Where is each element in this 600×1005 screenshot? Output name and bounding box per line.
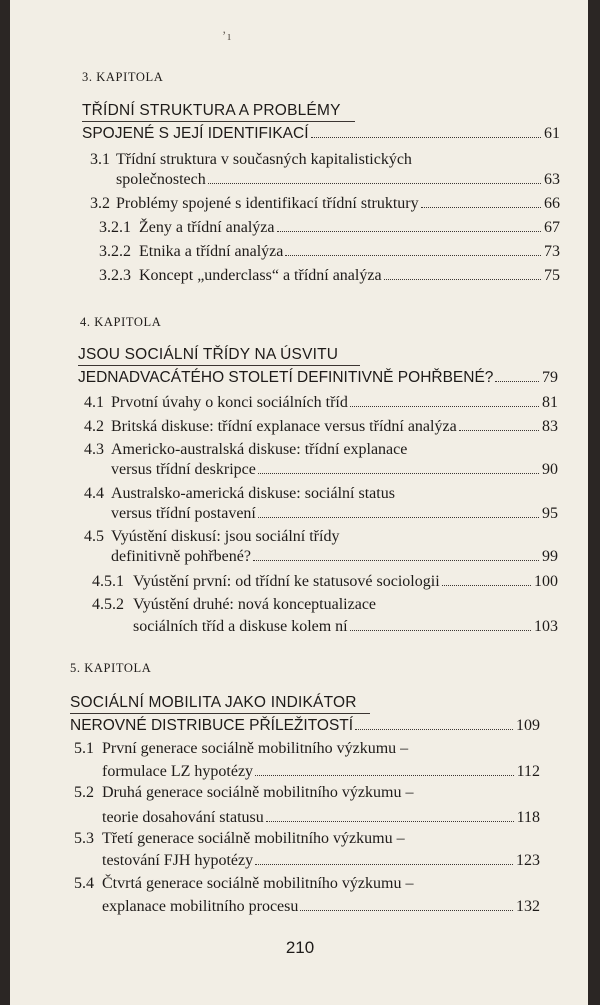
page-top-mark: ’ı [222,28,232,43]
chapter-5-title-line-2: NEROVNÉ DISTRIBUCE PŘÍLEŽITOSTÍ [70,717,354,734]
entry-title: Americko-australská diskuse: třídní explanace [111,441,408,458]
chapter-5-label: 5. KAPITOLA [70,661,152,675]
entry-page: 99 [542,548,558,565]
entry-number: 5.1 [74,740,94,757]
entry-page: 75 [544,267,560,284]
toc-entry-5-3 [74,829,540,849]
entry-number: 5.2 [74,784,94,801]
chapter-4-title-line-2: JEDNADVACÁTÉHO STOLETÍ DEFINITIVNĚ POHŘBENÉ? [78,369,494,386]
chapter-3-label: 3. KAPITOLA [82,70,164,84]
toc-entry-5-1 [74,739,540,759]
entry-title: Vyústění diskusí: jsou sociální třídy [111,528,340,545]
entry-page: 67 [544,219,560,236]
entry-title-cont: explanace mobilitního procesu [102,898,299,915]
entry-number: 4.5.1 [92,573,124,590]
entry-title: Koncept „underclass“ a třídní analýza [139,267,382,284]
chapter-4-title-rule [78,365,360,366]
dot-leader [350,406,539,407]
entry-page: 112 [516,763,540,780]
dot-leader [208,183,541,184]
entry-title: Etnika a třídní analýza [139,243,284,260]
dot-leader [258,473,539,474]
entry-title: Britská diskuse: třídní explanace versus třídní analýza [111,418,457,435]
dot-leader [253,560,539,561]
dot-leader [300,910,513,911]
toc-entry-5-4-cont [102,897,540,917]
toc-entry-4-4-cont [111,504,558,524]
entry-number: 4.3 [84,441,104,458]
entry-page: 66 [544,195,560,212]
toc-entry-4-3-cont [111,460,558,480]
entry-title-cont: testování FJH hypotézy [102,852,254,869]
entry-page: 103 [534,618,558,635]
entry-title-cont: formulace LZ hypotézy [102,763,254,780]
dot-leader [255,864,513,865]
entry-title: Ženy a třídní analýza [139,219,275,236]
toc-entry-4-2 [84,417,558,437]
toc-entry-5-2 [74,783,540,803]
entry-number: 4.5 [84,528,104,545]
chapter-4-label: 4. KAPITOLA [80,315,162,329]
dot-leader [258,517,539,518]
dot-leader [255,775,514,776]
entry-page: 123 [516,852,540,869]
entry-title-cont: versus třídní postavení [111,505,256,522]
dot-leader [350,630,531,631]
chapter-3-title-line-1: TŘÍDNÍ STRUKTURA A PROBLÉMY [82,102,341,119]
entry-title-cont: sociálních tříd a diskuse kolem ní [133,618,348,635]
dot-leader [285,255,541,256]
chapter-5-title-rule [70,713,370,714]
dot-leader [277,231,542,232]
entry-title: První generace sociálně mobilitního výzkumu – [102,740,409,757]
entry-page: 90 [542,461,558,478]
entry-number: 4.5.2 [92,596,124,613]
entry-title-cont: společnostech [116,171,206,188]
entry-number: 3.1 [90,151,110,168]
entry-number: 3.2.2 [99,243,131,260]
toc-entry-5-3-cont [102,851,540,871]
entry-title-cont: versus třídní deskripce [111,461,256,478]
entry-page: 100 [534,573,558,590]
toc-entry-4-3 [84,440,558,460]
dot-leader [266,821,514,822]
chapter-3-title-entry [82,124,560,144]
toc-entry-3-2 [90,194,560,214]
entry-number: 4.2 [84,418,104,435]
chapter-4-page: 79 [542,369,558,386]
entry-title: Vyústění druhé: nová konceptualizace [133,596,377,613]
toc-entry-3-1 [90,150,560,170]
entry-page: 95 [542,505,558,522]
entry-page: 118 [516,809,540,826]
toc-entry-5-4 [74,874,540,894]
chapter-5-title-line-1: SOCIÁLNÍ MOBILITA JAKO INDIKÁTOR [70,694,357,711]
entry-title: Australsko-americká diskuse: sociální status [111,485,395,502]
entry-number: 5.3 [74,830,94,847]
entry-number: 4.1 [84,394,104,411]
chapter-5-page: 109 [516,717,540,734]
entry-page: 83 [542,418,558,435]
entry-page: 81 [542,394,558,411]
toc-entry-4-1 [84,393,558,413]
toc-entry-3-2-2 [99,242,560,262]
dot-leader [442,585,531,586]
toc-entry-4-5-2 [92,595,558,615]
chapter-5-title-entry [70,716,540,736]
toc-entry-3-2-3 [99,266,560,286]
dot-leader [384,279,541,280]
page-number: 210 [285,938,315,957]
entry-title: Druhá generace sociálně mobilitního výzkumu – [102,784,414,801]
entry-number: 3.2 [90,195,110,212]
toc-entry-4-5-1 [92,572,558,592]
chapter-3-page: 61 [544,125,560,142]
entry-title: Třídní struktura v současných kapitalistických [116,151,412,168]
toc-entry-3-2-1 [99,218,560,238]
entry-title: Prvotní úvahy o konci sociálních tříd [111,394,348,411]
entry-title-cont: teorie dosahování statusu [102,809,264,826]
dot-leader [311,137,541,138]
dot-leader [355,729,513,730]
entry-title: Problémy spojené s identifikací třídní struktury [116,195,419,212]
chapter-4-title-entry [78,368,558,388]
entry-page: 132 [516,898,540,915]
entry-page: 63 [544,171,560,188]
chapter-4-title-line-1: JSOU SOCIÁLNÍ TŘÍDY NA ÚSVITU [78,346,339,363]
entry-number: 3.2.1 [99,219,131,236]
toc-entry-5-2-cont [102,808,540,828]
toc-entry-4-5-cont [111,547,558,567]
entry-number: 3.2.3 [99,267,131,284]
toc-entry-4-5 [84,527,558,547]
entry-title: Třetí generace sociálně mobilitního výzkumu – [102,830,405,847]
entry-title: Vyústění první: od třídní ke statusové sociologii [133,573,440,590]
dot-leader [421,207,541,208]
book-page [10,0,588,1005]
entry-title: Čtvrtá generace sociálně mobilitního výzkumu – [102,875,414,892]
toc-entry-4-5-2-cont [133,617,558,637]
dot-leader [495,381,539,382]
entry-number: 4.4 [84,485,104,502]
toc-entry-4-4 [84,484,558,504]
entry-page: 73 [544,243,560,260]
entry-number: 5.4 [74,875,94,892]
toc-entry-5-1-cont [102,762,540,782]
toc-entry-3-1-cont [116,170,560,190]
entry-title-cont: definitivně pohřbené? [111,548,251,565]
dot-leader [459,430,539,431]
chapter-3-title-line-2: SPOJENÉ S JEJÍ IDENTIFIKACÍ [82,125,309,142]
chapter-3-title-rule [82,121,355,122]
